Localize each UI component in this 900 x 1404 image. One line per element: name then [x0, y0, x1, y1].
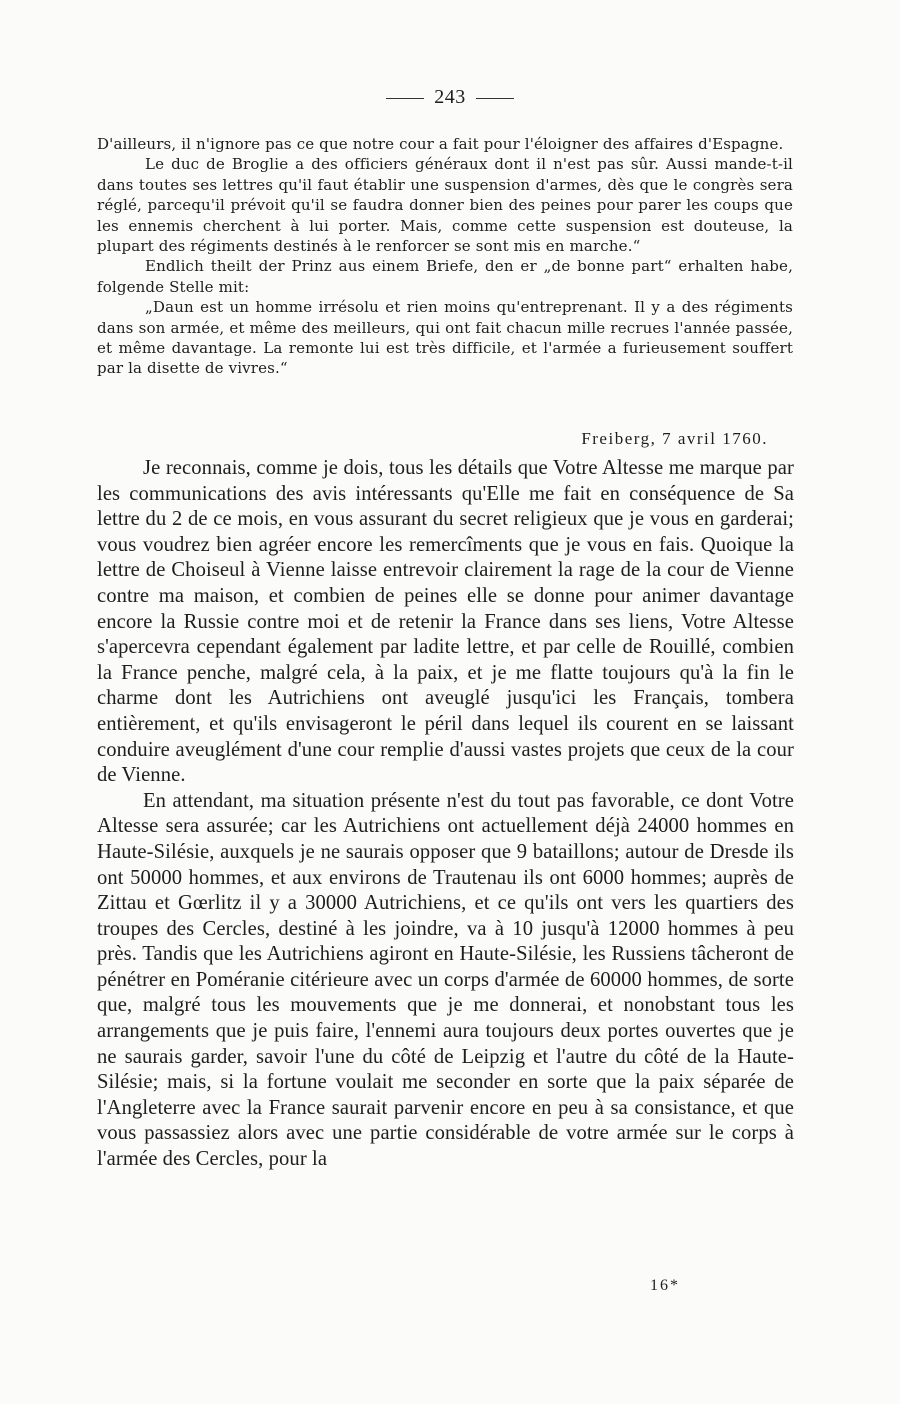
letter-paragraph-1: Je reconnais, comme je dois, tous les détails que Votre Altesse me marque par les communications des avis intéressants qu'Elle me fait en conséquence de Sa lettre du 2 de ce mois, en vous assurant du secret religieux que je vous en garderai; vous voudrez bien agréer encore les remercîments que je vous en fais. Quoique la lettre de Choiseul à Vienne laisse entrevoir clairement la rage de la cour de Vienne contre ma maison, et combien de peines elle se donne pour animer davantage encore la Russie contre moi et de retenir la France dans ses liens, Votre Altesse s'apercevra cependant également par ladite lettre, et par celle de Rouillé, combien la France penche, malgré cela, à la paix, et je me flatte toujours qu'à la fin le charme dont les Autrichiens ont aveuglé jusqu'ici les Français, tombera entièrement, et qu'ils envisageront le péril dans lequel ils courent en se laissant conduire aveuglément d'une cour remplie d'aussi vastes projets que ceux de la cour de Vienne. — [97, 457, 794, 787]
header-rule-left — [386, 98, 424, 99]
header-rule-right — [476, 98, 514, 99]
printer-signature-mark: 16* — [650, 1277, 680, 1294]
quote-paragraph-1: D'ailleurs, il n'ignore pas ce que notre cour a fait pour l'éloigner des affaires d'Espagne. — [97, 135, 784, 153]
quoted-report — [97, 134, 793, 379]
page-header — [0, 86, 900, 109]
editorial-paragraph: Endlich theilt der Prinz aus einem Briefe, den er „de bonne part“ erhalten habe, folgende Stelle mit: — [97, 257, 793, 296]
quote-paragraph-2: Le duc de Broglie a des officiers généraux dont il n'est pas sûr. Aussi mande-t-il dans toutes ses lettres qu'il faut établir une suspension d'armes, dès que le congrès sera réglé, parcequ'il prévoit qu'il se faudra donner bien des peines pour parer les coups que les ennemis cherchent à lui porter. Mais, comme cette suspension est douteuse, la plupart des régiments destinés à le renforcer se sont mis en marche.“ — [97, 155, 793, 256]
quote-paragraph-3: „Daun est un homme irrésolu et rien moins qu'entreprenant. Il y a des régiments dans son armée, et même des meilleurs, qui ont fait chacun mille recrues l'année passée, et même davantage. La remonte lui est très difficile, et l'armée a furieusement souffert par la disette de vivres.“ — [97, 298, 793, 378]
letter-paragraph-2: En attendant, ma situation présente n'est du tout pas favorable, ce dont Votre Altesse sera assurée; car les Autrichiens ont actuellement déjà 24000 hommes en Haute-Silésie, auxquels je ne saurais opposer que 9 bataillons; autour de Dresde ils ont 50000 hommes, et aux environs de Trautenau ils ont 6000 hommes; auprès de Zittau et Gœrlitz il y a 30000 Autrichiens, et ce qu'ils ont vers les quartiers des troupes des Cercles, destiné à les joindre, va à 10 jusqu'à 12000 hommes à peu près. Tandis que les Autrichiens agiront en Haute-Silésie, les Russiens tâcheront de pénétrer en Poméranie citérieure avec un corps d'armée de 60000 hommes, de sorte que, malgré tous les mouvements que je me donnerai, et nonobstant tous les arrangements que je puis faire, l'ennemi aura toujours deux portes ouvertes que je ne saurais garder, savoir l'une du côté de Leipzig et l'autre du côté de la Haute-Silésie; mais, si la fortune voulait me seconder en sorte que la paix séparée de l'Angleterre avec la France saurait parvenir encore en peu à sa consistance, et que vous passassiez alors avec une partie considérable de votre armée sur le corps à l'armée des Cercles, pour la — [97, 789, 794, 1171]
page-number: 243 — [434, 86, 466, 108]
letter-body — [97, 456, 794, 1173]
letter-dateline: Freiberg, 7 avril 1760. — [581, 429, 768, 448]
